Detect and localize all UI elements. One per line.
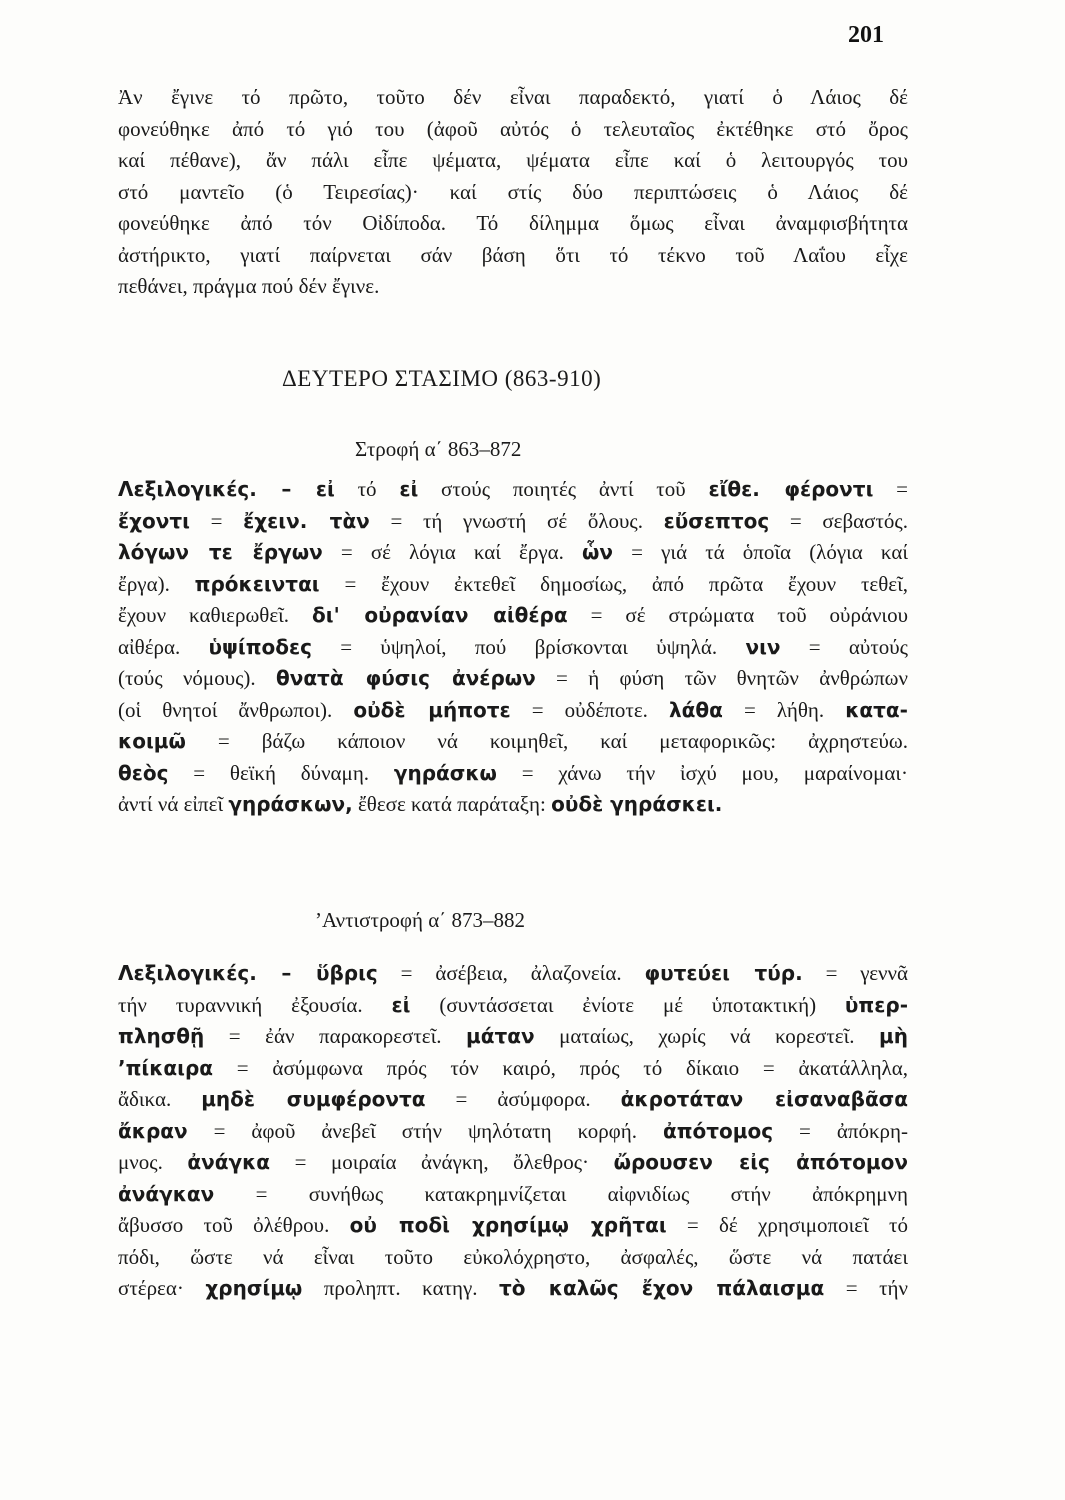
glossary-line [118,1021,908,1053]
glossary-term: εἴθε. φέροντι [708,477,874,501]
glossary-term: χρησίμῳ [205,1276,303,1300]
glossary-term: ἀνάγκαν [118,1181,215,1206]
glossary-text: = ἔχουν ἐκτεθεῖ δημοσίως, ἀπό πρῶτα ἔχουν τεθεῖ, [319,571,908,596]
glossary-line [118,569,908,601]
glossary-line [118,600,908,632]
text-line: ἀστήρικτο, γιατί παίρνεται σάν βάση ὅτι τό τέκνο τοῦ Λαΐου εἶχε [118,242,908,267]
glossary-term: θνατὰ φύσις ἀνέρων [275,666,536,690]
glossary-term: δι' οὐρανίαν αἰθέρα [312,603,568,627]
glossary-term: μάταν [466,1024,535,1048]
glossary-text: τό [334,477,400,501]
glossary-text: (συντάσσεται ἐνίοτε μέ ὑποτακτική) [410,992,845,1017]
glossary-line [118,474,908,506]
glossary-term: ἀπότομος [662,1118,774,1143]
glossary-text: = γεννᾶ [802,961,908,985]
glossary-term: τὸ καλῶς ἔχον πάλαισμα [499,1276,825,1300]
glossary-term: κοιμῶ [118,729,186,753]
glossary-term: λάθα [668,697,723,722]
glossary-term: ὑπερ- [844,992,908,1017]
glossary-line [118,1273,908,1305]
glossary-line [118,1210,908,1242]
glossary-line [118,1053,908,1085]
text-line: πεθάνει, πράγμα πού δέν ἔγινε. [118,274,380,298]
glossary-term: εὔσεπτος [663,508,770,533]
glossary-text: ματαίως, χωρίς νά κορεστεῖ. [534,1024,880,1048]
glossary-term: ὤρουσεν εἰς ἀπότομον [613,1150,908,1174]
glossary-term: Λεξιλογικές. – εἰ [118,477,335,501]
glossary-text: = αὐτούς [780,634,908,659]
glossary-text: = μοιραία ἀνάγκη, ὄλεθρος· [270,1150,614,1174]
glossary-line [118,695,908,727]
glossary-term: ἄκραν [118,1118,188,1143]
glossary-term: γηράσκων, [228,792,353,816]
glossary-line [118,958,908,990]
glossary-line [118,1242,908,1274]
glossary-line [118,663,908,695]
glossary-text: = σέ λόγια καί ἔργα. [322,540,583,564]
antistrophe-glossary [118,958,908,1305]
glossary-text: στέρεα· [118,1276,206,1300]
glossary-text: = ἀπόκρη- [773,1118,908,1143]
glossary-term: εἰ [391,992,411,1017]
glossary-text: (οἱ θνητοί ἄνθρωποι). [118,697,354,722]
glossary-text: ἔθεσε κατά παράταξη: [352,792,552,816]
glossary-text: = συνήθως κατακρημνίζεται αἰφνιδίως στήν ἀπόκρημνη [214,1181,908,1206]
antistrophe-title: ’Αντιστροφή α΄ 873–882 [315,908,526,932]
glossary-text: = ἡ φύση τῶν θνητῶν ἀνθρώπων [535,666,908,690]
strophe-title: Στροφή α΄ 863–872 [355,437,522,461]
glossary-term: ’πίκαιρα [118,1055,214,1080]
intro-paragraph [118,82,908,303]
glossary-term: πρόκεινται [194,571,320,596]
glossary-text: = σεβαστός. [769,508,908,533]
glossary-line [118,758,908,790]
glossary-text: αἰθέρα. [118,634,209,659]
glossary-term: οὐδὲ μήποτε [353,697,511,722]
glossary-term: ὧν [582,540,614,564]
text-line: καί πέθανε), ἄν πάλι εἶπε ψέματα, ψέματα εἶπε καί ὁ λειτουργός του [118,148,908,172]
glossary-term: ἀνάγκα [187,1150,271,1174]
glossary-term: εἰ [399,477,419,501]
glossary-term: μηδὲ συμφέροντα [201,1087,426,1111]
section-title: ΔΕΥΤΕΡΟ ΣΤΑΣΙΜΟ (863-910) [282,366,602,391]
glossary-term: ἔχειν. τὰν [243,508,370,533]
glossary-term: νιν [745,634,781,659]
glossary-term: λόγων τε ἔργων [118,540,323,564]
glossary-line [118,632,908,664]
text-line: στό μαντεῖο (ὁ Τειρεσίας)· καί στίς δύο περιπτώσεις ὁ Λάιος δέ [118,179,908,204]
text-line: Ἀν ἔγινε τό πρῶτο, τοῦτο δέν εἶναι παραδεκτό, γιατί ὁ Λάιος δέ [118,85,908,109]
glossary-term: πλησθῇ [118,1024,205,1048]
glossary-term: κατα- [845,697,908,722]
glossary-text: = γιά τά ὁποῖα (λόγια καί [613,540,908,564]
glossary-line [118,990,908,1022]
glossary-line [118,789,908,821]
glossary-text: ἀντί νά εἰπεῖ [118,792,229,816]
glossary-line [118,537,908,569]
glossary-term: ἔχοντι [118,508,190,533]
glossary-text: = θεϊκή δύναμη. [168,760,394,785]
glossary-text: = χάνω τήν ἰσχύ μου, μαραίνομαι· [496,760,908,785]
glossary-text: ἄδικα. [118,1087,202,1111]
glossary-text: = τή γνωστή σέ ὅλους. [369,508,664,533]
glossary-text: στούς ποιητές ἀντί τοῦ [418,477,709,501]
glossary-line [118,1116,908,1148]
glossary-term: ὑψίποδες [208,634,313,659]
glossary-text: μνος. [118,1150,188,1174]
glossary-line [118,726,908,758]
glossary-text: ἄβυσσο τοῦ ὀλέθρου. [118,1213,350,1237]
glossary-term: φυτεύει τύρ. [644,961,803,985]
glossary-text: = ἀφοῦ ἀνεβεῖ στήν ψηλότατη κορφή. [187,1118,663,1143]
glossary-text: τήν τυραννική ἐξουσία. [118,992,392,1017]
page-number: 201 [848,22,884,48]
glossary-term: οὐ ποδὶ χρησίμῳ χρῆται [349,1213,667,1237]
glossary-text: = λήθη. [722,697,846,722]
glossary-term: μὴ [879,1024,908,1048]
glossary-text: = οὐδέποτε. [510,697,669,722]
glossary-text: = ἐάν παρακορεστεῖ. [204,1024,467,1048]
glossary-text: = [189,508,244,533]
glossary-text: = ἀσύμφωνα πρός τόν καιρό, πρός τό δίκαιο = ἀκατάλληλα, [213,1055,908,1080]
glossary-term: οὐδὲ γηράσκει. [551,792,723,816]
glossary-text: = δέ χρησιμοποιεῖ τό [666,1213,908,1237]
glossary-text: ἔχουν καθιερωθεῖ. [118,603,313,627]
glossary-text: = τήν [824,1276,908,1300]
glossary-term: ἀκροτάταν εἰσαναβᾶσα [620,1087,908,1111]
glossary-line [118,1179,908,1211]
glossary-line [118,506,908,538]
glossary-term: θεὸς [118,760,169,785]
text-line: φονεύθηκε ἀπό τόν Οἰδίποδα. Τό δίλημμα ὅμως εἶναι ἀναμφισβήτητα [118,211,908,235]
glossary-text: = ὑψηλοί, πού βρίσκονται ὑψηλά. [312,634,746,659]
glossary-text: = βάζω κάποιον νά κοιμηθεῖ, καί μεταφορικῶς: ἀχρηστεύω. [185,729,908,753]
glossary-text: ἔργα). [118,571,195,596]
glossary-text: πόδι, ὥστε νά εἶναι τοῦτο εὐκολόχρηστο, ἀσφαλές, ὥστε νά πατάει [118,1244,908,1269]
glossary-text: (τούς νόμους). [118,666,276,690]
glossary-term: Λεξιλογικές. – ὕβρις [118,961,378,985]
glossary-term: γηράσκω [393,760,497,785]
glossary-text: = σέ στρώματα τοῦ οὐράνιου [567,603,908,627]
strophe-glossary [118,474,908,821]
glossary-text: προληπτ. κατηγ. [302,1276,500,1300]
glossary-text: = [873,477,908,501]
glossary-text: = ἀσέβεια, ἀλαζονεία. [377,961,645,985]
glossary-text: = ἀσύμφορα. [425,1087,621,1111]
glossary-line [118,1084,908,1116]
text-line: φονεύθηκε ἀπό τό γιό του (ἀφοῦ αὐτός ὁ τελευταῖος ἐκτέθηκε στό ὄρος [118,116,908,141]
glossary-line [118,1147,908,1179]
